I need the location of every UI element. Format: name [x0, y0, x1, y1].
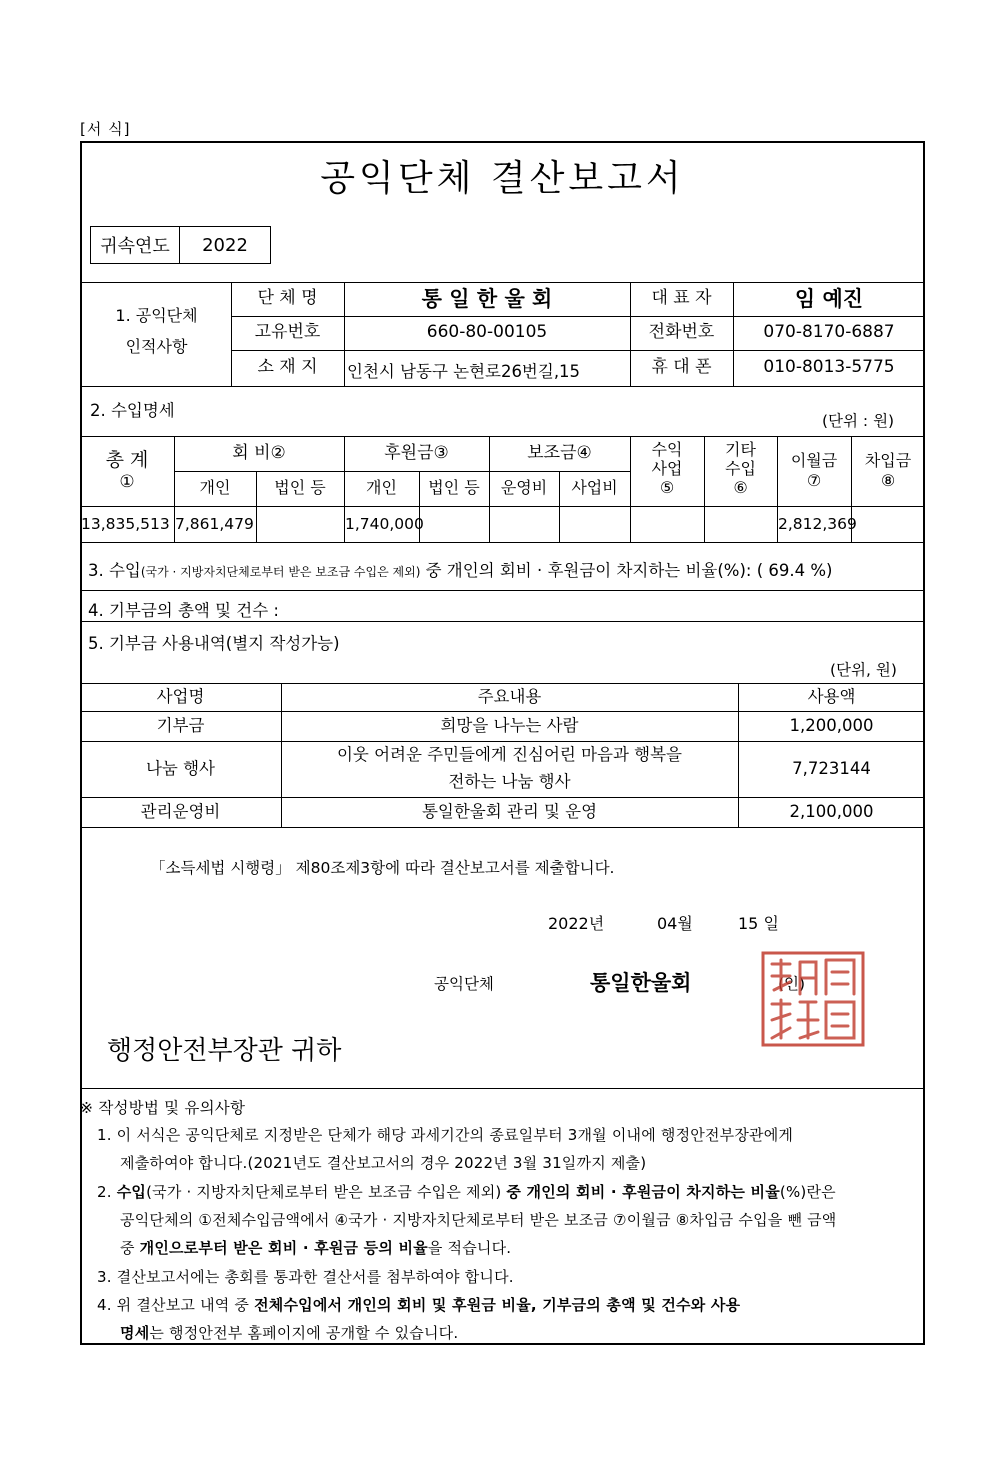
usage-row-content-2: 전하는 나눔 행사: [448, 772, 571, 792]
total-header: 총 계: [105, 449, 149, 472]
id-number-value: 660-80-00105: [426, 322, 548, 343]
section1-label-sub: 인적사항: [125, 336, 188, 356]
year-value: 2022: [202, 234, 248, 256]
note-2-bold-1: 수입: [116, 1183, 147, 1201]
section3-text: [88, 557, 833, 581]
note-2-l3b: 개인으로부터 받은 회비 · 후원금 등의 비율: [139, 1239, 428, 1257]
section4-title: 4. 기부금의 총액 및 건수 :: [88, 601, 279, 620]
carryover-value: 2,812,369: [778, 515, 857, 533]
note-2-bold-2: 중 개인의 회비 · 후원금이 차지하는 비율: [506, 1183, 780, 1201]
usage-row-project: 나눔 행사: [145, 758, 215, 778]
org-name-value: 통 일 한 울 회: [421, 286, 553, 311]
carryover-header: 이월금: [790, 450, 838, 470]
note-4-bold: 전체수입에서 개인의 회비 및 후원금 비율, 기부금의 총액 및 건수와 사용: [254, 1296, 741, 1314]
sponsor-corporate-header: 법인 등: [428, 478, 480, 498]
total-header-num: ①: [119, 472, 135, 493]
sponsor-individual-header: 개인: [366, 478, 397, 498]
official-seal-stamp: [760, 950, 866, 1048]
note-1-cont: 제출하여야 합니다.(2021년도 결산보고서의 경우 2022년 3월 31일까지 제출): [120, 1154, 647, 1172]
representative-value: 임 예진: [794, 286, 864, 311]
notes-title: ※ 작성방법 및 유의사항: [80, 1099, 246, 1117]
loan-header: 차입금: [864, 450, 912, 470]
note-2-tail: (%)란은: [779, 1183, 836, 1201]
total-value: 13,835,513: [81, 515, 170, 533]
section3-note: (국가 · 지방자치단체로부터 받은 보조금 수입은 제외): [140, 565, 421, 579]
note-4-l2a: 명세: [120, 1324, 150, 1342]
usage-row-project: 관리운영비: [140, 801, 221, 821]
usage-row-content: 희망을 나누는 사람: [440, 715, 579, 735]
submission-day: 15 일: [738, 914, 779, 933]
id-number-label: 고유번호: [254, 322, 321, 343]
sponsor-individual-value: 1,740,000: [345, 515, 424, 533]
submission-month: 04월: [657, 914, 693, 933]
loan-header-num: ⑧: [880, 470, 896, 490]
address-value: 인천시 남동구 논현로26번길,15: [347, 362, 581, 381]
divider: [80, 1088, 925, 1089]
section1-label: 1. 공익단체: [115, 305, 198, 325]
form-label: [서 식]: [80, 120, 131, 138]
section3-prefix: 3. 수입: [88, 561, 141, 580]
fee-individual-header: 개인: [199, 478, 231, 498]
recipient: 행정안전부장관 귀하: [107, 1036, 342, 1066]
usage-row-project: 기부금: [156, 715, 205, 735]
note-2: [97, 1181, 836, 1202]
section2-title: 2. 수입명세: [90, 401, 175, 420]
sponsor-header: 후원금③: [384, 442, 449, 463]
note-2-l3c: 을 적습니다.: [427, 1239, 512, 1257]
divider: [80, 590, 925, 591]
org-name: 통일한울회: [590, 971, 692, 995]
phone-value: 070-8170-6887: [763, 322, 895, 343]
note-2-cont-2: [120, 1237, 511, 1258]
divider: [80, 386, 925, 387]
usage-row-amount: 1,200,000: [789, 715, 874, 735]
note-4-l2b: 는 행정안전부 홈페이지에 공개할 수 있습니다.: [149, 1324, 459, 1342]
divider: [80, 827, 925, 828]
usage-row-content: 이웃 어려운 주민들에게 진심어린 마음과 행복을: [336, 745, 682, 765]
fee-header: 회 비②: [232, 442, 286, 463]
other-header-2: 수입: [725, 458, 756, 478]
fee-corporate-header: 법인 등: [274, 478, 326, 498]
note-2-paren: (국가 · 지방자치단체로부터 받은 보조금 수입은 제외): [146, 1183, 507, 1201]
representative-label: 대 표 자: [651, 288, 712, 309]
usage-content-header: 주요내용: [477, 686, 542, 706]
org-name-label: 단 체 명: [257, 288, 318, 309]
seal-mark: (인): [778, 975, 806, 993]
note-2-l3a: 중: [120, 1239, 140, 1257]
divider: [80, 621, 925, 622]
section5-title: 5. 기부금 사용내역(별지 작성가능): [88, 634, 340, 653]
other-header-num: ⑥: [733, 477, 748, 497]
usage-row-amount: 2,100,000: [789, 801, 874, 821]
mobile-label: 휴 대 폰: [651, 357, 712, 378]
org-label: 공익단체: [434, 975, 494, 993]
note-1: 1. 이 서식은 공익단체로 지정받은 단체가 해당 과세기간의 종료일부터 3개월 이내에 행정안전부장관에게: [97, 1126, 794, 1144]
subsidy-operating-header: 운영비: [500, 478, 548, 498]
divider: [80, 542, 925, 543]
section5-unit: (단위, 원): [830, 661, 897, 679]
fee-individual-value: 7,861,479: [175, 515, 254, 533]
submission-year: 2022년: [548, 914, 605, 933]
year-label: 귀속연도: [91, 227, 180, 263]
profit-header-num: ⑤: [659, 477, 675, 497]
usage-row-amount: 7,723144: [792, 758, 871, 778]
other-header: 기타: [725, 439, 756, 459]
profit-header: 수익: [651, 439, 683, 459]
subsidy-header: 보조금④: [527, 442, 592, 463]
usage-amount-header: 사용액: [807, 686, 856, 706]
carryover-header-num: ⑦: [806, 470, 822, 490]
usage-project-header: 사업명: [156, 686, 205, 706]
section3-suffix: 중 개인의 회비 · 후원금이 차지하는 비율(%): ( 69.4 %): [420, 561, 833, 580]
phone-label: 전화번호: [648, 322, 715, 343]
mobile-value: 010-8013-5775: [763, 357, 895, 378]
address-label: 소 재 지: [257, 357, 318, 378]
submission-statement: 「소득세법 시행령」 제80조제3항에 따라 결산보고서를 제출합니다.: [150, 859, 615, 877]
note-4: [97, 1294, 740, 1315]
note-2-cont: 공익단체의 ①전체수입금액에서 ④국가 · 지방자치단체로부터 받은 보조금 ⑦이월금 ⑧차입금 수입을 뺀 금액: [120, 1211, 837, 1229]
usage-row-content: 통일한울회 관리 및 운영: [421, 801, 598, 821]
note-4-cont: [120, 1322, 458, 1343]
divider: [80, 506, 925, 507]
note-4-a: 4. 위 결산보고 내역 중: [97, 1296, 255, 1314]
note-3: 3. 결산보고서에는 총회를 통과한 결산서를 첨부하여야 합니다.: [97, 1268, 514, 1286]
section2-unit: (단위 : 원): [822, 412, 895, 430]
note-2-num: 2.: [97, 1183, 117, 1201]
subsidy-project-header: 사업비: [571, 478, 618, 498]
year-box: [90, 226, 271, 264]
document-title: 공익단체 결산보고서: [320, 158, 685, 199]
profit-header-2: 사업: [651, 458, 683, 478]
